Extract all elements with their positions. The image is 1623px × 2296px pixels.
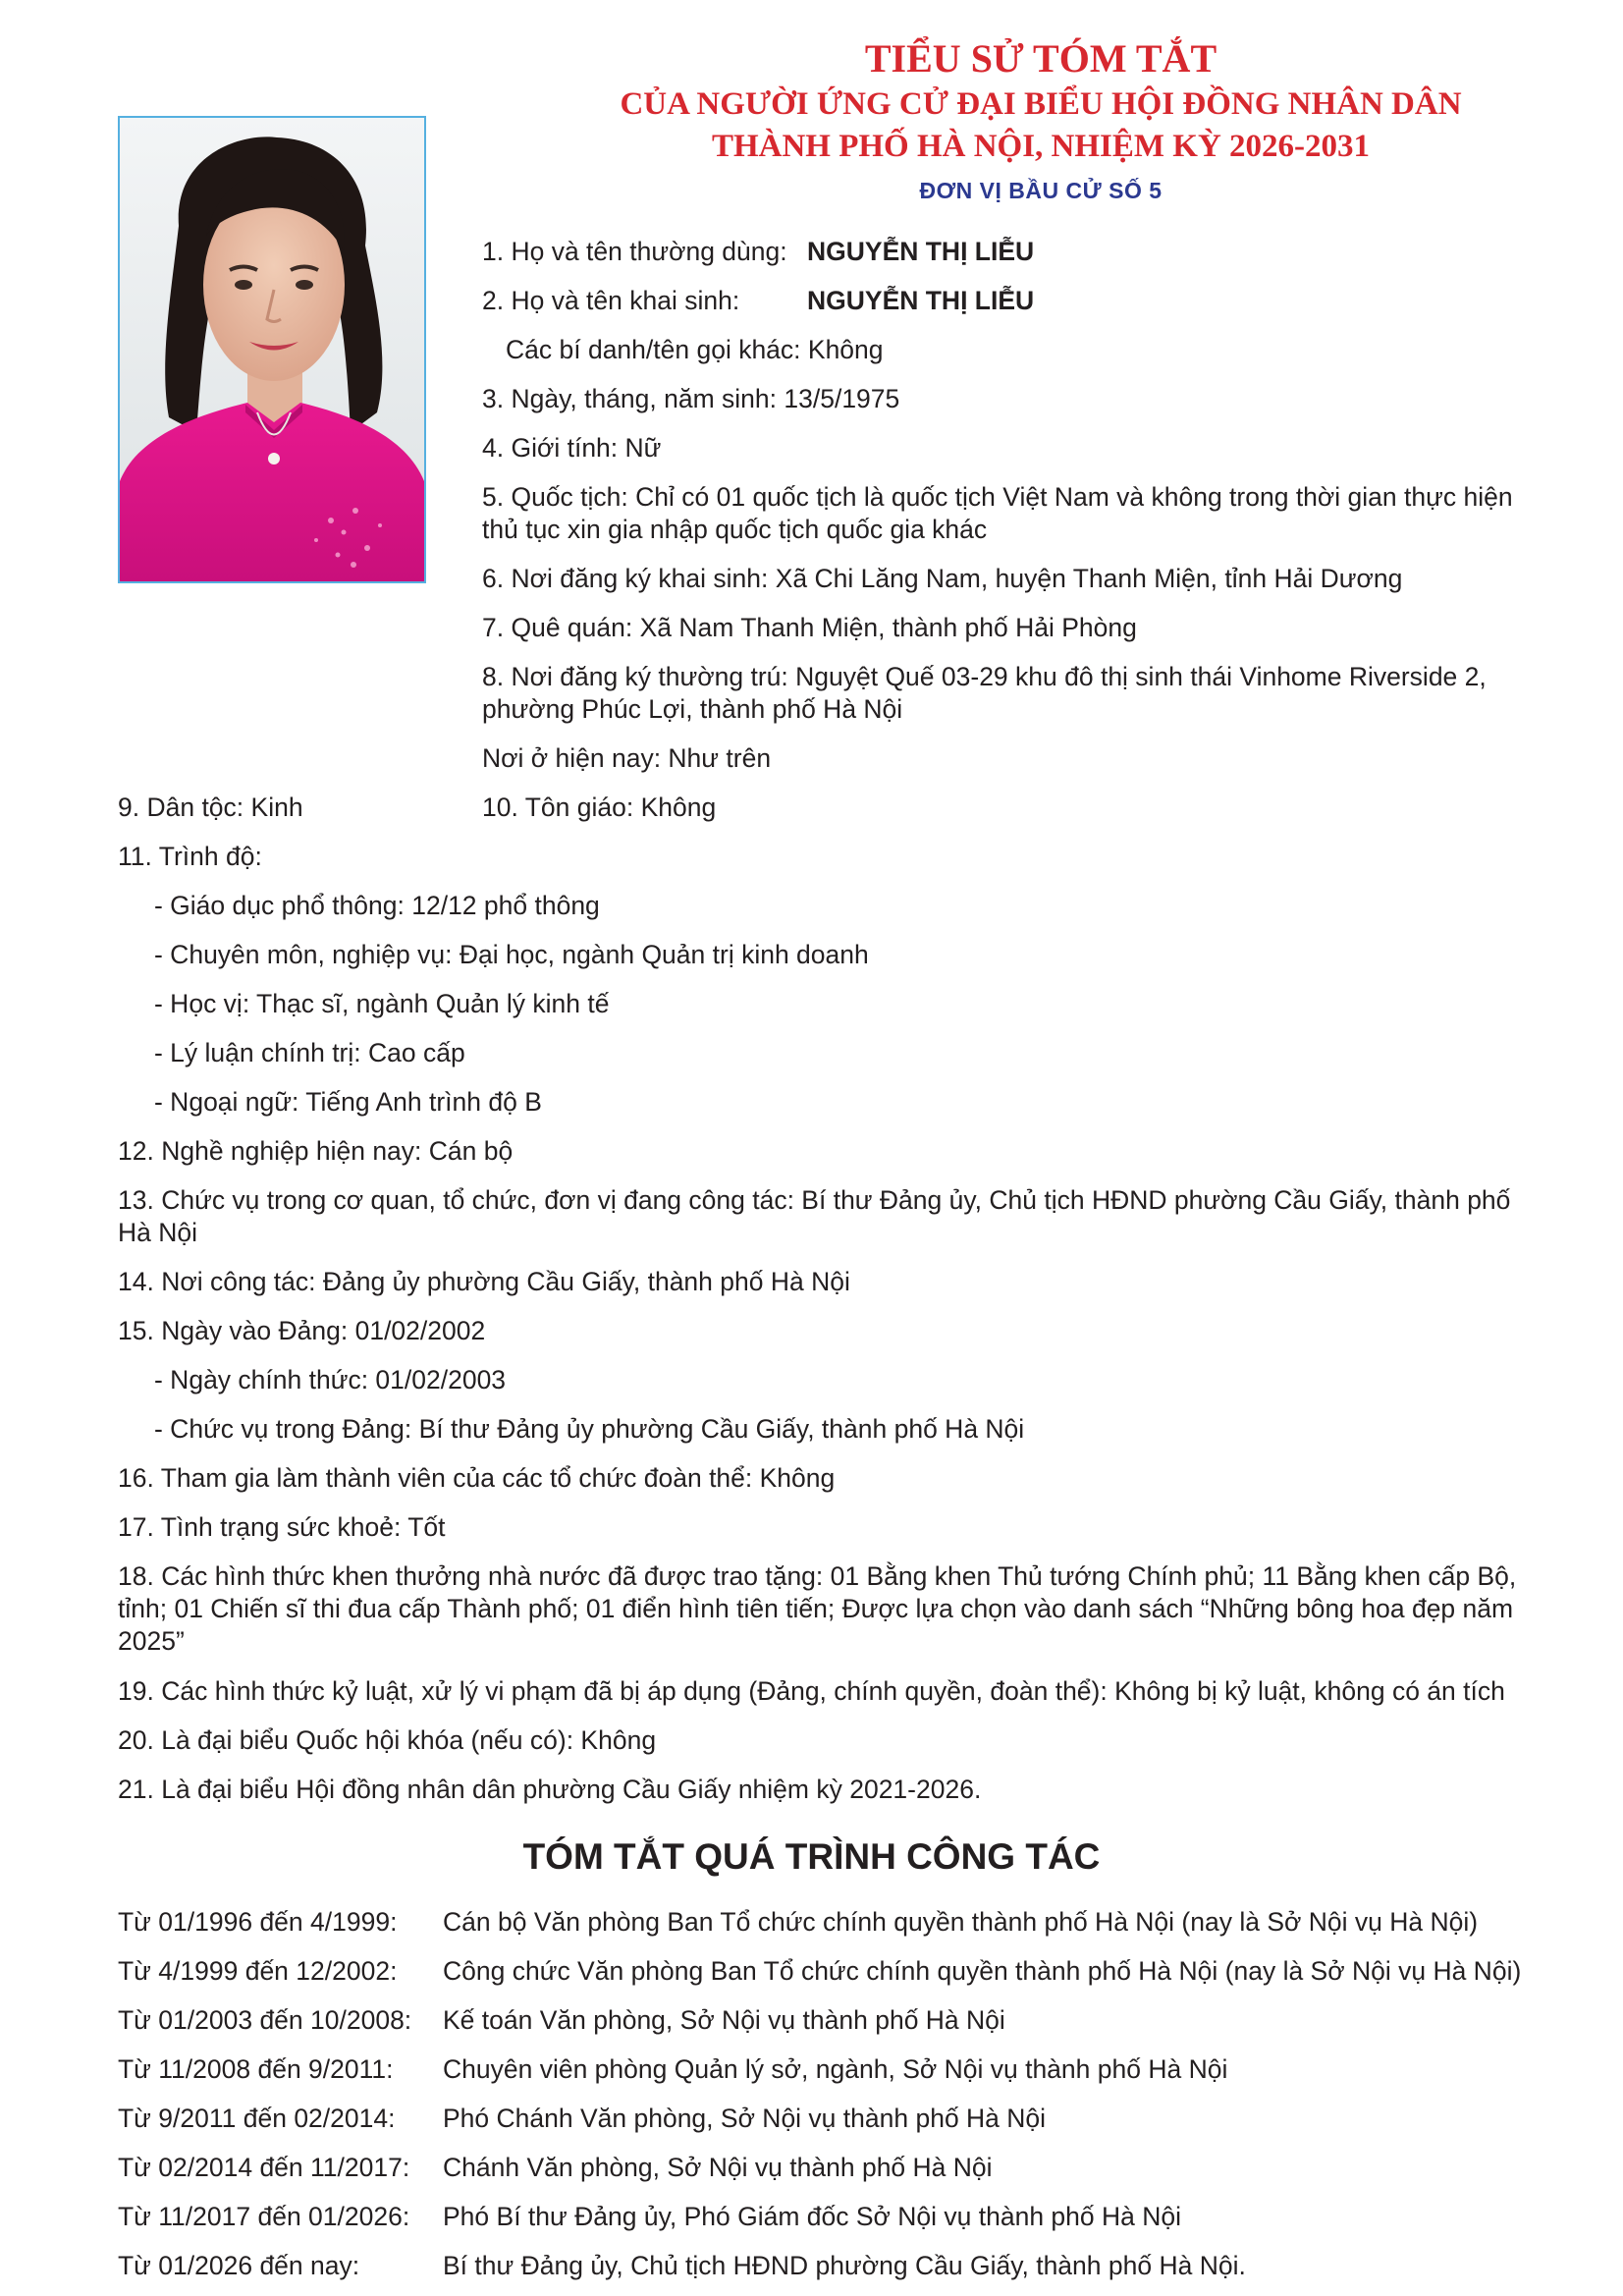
bio-item-16: 16. Tham gia làm thành viên của các tổ chức đoàn thể: Không [118, 1463, 836, 1493]
birth-name: NGUYỄN THỊ LIỄU [807, 286, 1035, 315]
bio-item-20: 20. Là đại biểu Quốc hội khóa (nếu có): Không [118, 1725, 657, 1755]
work-period: Từ 02/2014 đến 11/2017: [118, 2153, 410, 2182]
work-period: Từ 01/1996 đến 4/1999: [118, 1907, 398, 1937]
bio-item-11d: - Lý luận chính trị: Cao cấp [154, 1038, 465, 1067]
bio-item-14: 14. Nơi công tác: Đảng ủy phường Cầu Giấy, thành phố Hà Nội [118, 1267, 850, 1296]
work-period: Từ 11/2008 đến 9/2011: [118, 2054, 394, 2084]
bio-item-13: 13. Chức vụ trong cơ quan, tổ chức, đơn vị đang công tác: Bí thư Đảng ủy, Chủ tịch HĐND phường Cầu Giấy, thành phố Hà Nội [118, 1185, 1511, 1247]
bio-item-1 [482, 236, 1035, 268]
bio-item-10: 10. Tôn giáo: Không [482, 793, 717, 822]
bio-item-3: 3. Ngày, tháng, năm sinh: 13/5/1975 [482, 384, 900, 413]
work-description: Cán bộ Văn phòng Ban Tổ chức chính quyền thành phố Hà Nội (nay là Sở Nội vụ Hà Nội) [443, 1907, 1479, 1937]
work-period: Từ 01/2026 đến nay: [118, 2251, 360, 2280]
bio-current-address: Nơi ở hiện nay: Như trên [482, 743, 772, 773]
work-description: Phó Chánh Văn phòng, Sở Nội vụ thành phố Hà Nội [443, 2104, 1047, 2133]
bio-item-7: 7. Quê quán: Xã Nam Thanh Miện, thành phố Hải Phòng [482, 613, 1137, 642]
bio-item-5: 5. Quốc tịch: Chỉ có 01 quốc tịch là quốc tịch Việt Nam và không trong thời gian thực hiện thủ tục xin gia nhập quốc tịch quốc gia khác [482, 482, 1513, 544]
bio-item-15a: - Ngày chính thức: 01/02/2003 [154, 1365, 507, 1394]
bio-item-12: 12. Nghề nghiệp hiện nay: Cán bộ [118, 1136, 514, 1166]
work-description: Kế toán Văn phòng, Sở Nội vụ thành phố Hà Nội [443, 2005, 1005, 2035]
work-period: Từ 9/2011 đến 02/2014: [118, 2104, 396, 2133]
work-period: Từ 4/1999 đến 12/2002: [118, 1956, 398, 1986]
work-history-title: TÓM TẮT QUÁ TRÌNH CÔNG TÁC [522, 1836, 1101, 1877]
bio-item-11e: - Ngoại ngữ: Tiếng Anh trình độ B [154, 1087, 542, 1117]
bio-item-1-label: 1. Họ và tên thường dùng: [482, 237, 787, 266]
work-description: Chuyên viên phòng Quản lý sở, ngành, Sở Nội vụ thành phố Hà Nội [443, 2054, 1228, 2084]
bio-item-15: 15. Ngày vào Đảng: 01/02/2002 [118, 1316, 486, 1345]
bio-item-11: 11. Trình độ: [118, 842, 262, 871]
bio-item-18: 18. Các hình thức khen thưởng nhà nước đã được trao tặng: 01 Bằng khen Thủ tướng Chính phủ; 11 Bằng khen cấp Bộ, tỉnh; 01 Chiến sĩ thi đua cấp Thành phố; 01 điển hình tiên tiến; Được lựa chọn vào danh sách “Những bông hoa đẹp năm 2025” [118, 1561, 1517, 1656]
work-description: Bí thư Đảng ủy, Chủ tịch HĐND phường Cầu Giấy, thành phố Hà Nội. [443, 2251, 1246, 2280]
doc-subtitle-line-1: CỦA NGƯỜI ỨNG CỬ ĐẠI BIỂU HỘI ĐỒNG NHÂN DÂN [620, 86, 1462, 122]
common-name: NGUYỄN THỊ LIỄU [807, 237, 1035, 266]
bio-alias: Các bí danh/tên gọi khác: Không [506, 335, 884, 364]
doc-title: TIỂU SỬ TÓM TẮT [864, 36, 1217, 81]
doc-subtitle-line-2: THÀNH PHỐ HÀ NỘI, NHIỆM KỲ 2026-2031 [711, 129, 1371, 164]
bio-item-2-label: 2. Họ và tên khai sinh: [482, 286, 740, 315]
bio-item-15b: - Chức vụ trong Đảng: Bí thư Đảng ủy phường Cầu Giấy, thành phố Hà Nội [154, 1414, 1025, 1444]
work-description: Công chức Văn phòng Ban Tổ chức chính quyền thành phố Hà Nội (nay là Sở Nội vụ Hà Nội) [443, 1956, 1522, 1986]
bio-item-11a: - Giáo dục phổ thông: 12/12 phổ thông [154, 891, 600, 920]
bio-item-19: 19. Các hình thức kỷ luật, xử lý vi phạm đã bị áp dụng (Đảng, chính quyền, đoàn thể): Không bị kỷ luật, không có án tích [118, 1676, 1505, 1706]
electoral-unit: ĐƠN VỊ BẦU CỬ SỐ 5 [919, 178, 1163, 203]
bio-item-2 [482, 285, 1035, 317]
work-description: Chánh Văn phòng, Sở Nội vụ thành phố Hà Nội [443, 2153, 993, 2182]
bio-item-6: 6. Nơi đăng ký khai sinh: Xã Chi Lăng Nam, huyện Thanh Miện, tỉnh Hải Dương [482, 564, 1403, 593]
bio-item-4: 4. Giới tính: Nữ [482, 433, 662, 463]
work-period: Từ 11/2017 đến 01/2026: [118, 2202, 410, 2231]
work-period: Từ 01/2003 đến 10/2008: [118, 2005, 412, 2035]
portrait-illustration [120, 118, 424, 581]
bio-item-21: 21. Là đại biểu Hội đồng nhân dân phường Cầu Giấy nhiệm kỳ 2021-2026. [118, 1775, 982, 1804]
work-description: Phó Bí thư Đảng ủy, Phó Giám đốc Sở Nội vụ thành phố Hà Nội [443, 2202, 1182, 2231]
bio-item-11b: - Chuyên môn, nghiệp vụ: Đại học, ngành Quản trị kinh doanh [154, 940, 869, 969]
bio-item-17: 17. Tình trạng sức khoẻ: Tốt [118, 1512, 446, 1542]
candidate-portrait [118, 116, 426, 583]
bio-item-11c: - Học vị: Thạc sĩ, ngành Quản lý kinh tế [154, 989, 610, 1018]
bio-item-8: 8. Nơi đăng ký thường trú: Nguyệt Quế 03-29 khu đô thị sinh thái Vinhome Riverside 2, phường Phúc Lợi, thành phố Hà Nội [482, 662, 1487, 724]
bio-item-9: 9. Dân tộc: Kinh [118, 793, 303, 822]
